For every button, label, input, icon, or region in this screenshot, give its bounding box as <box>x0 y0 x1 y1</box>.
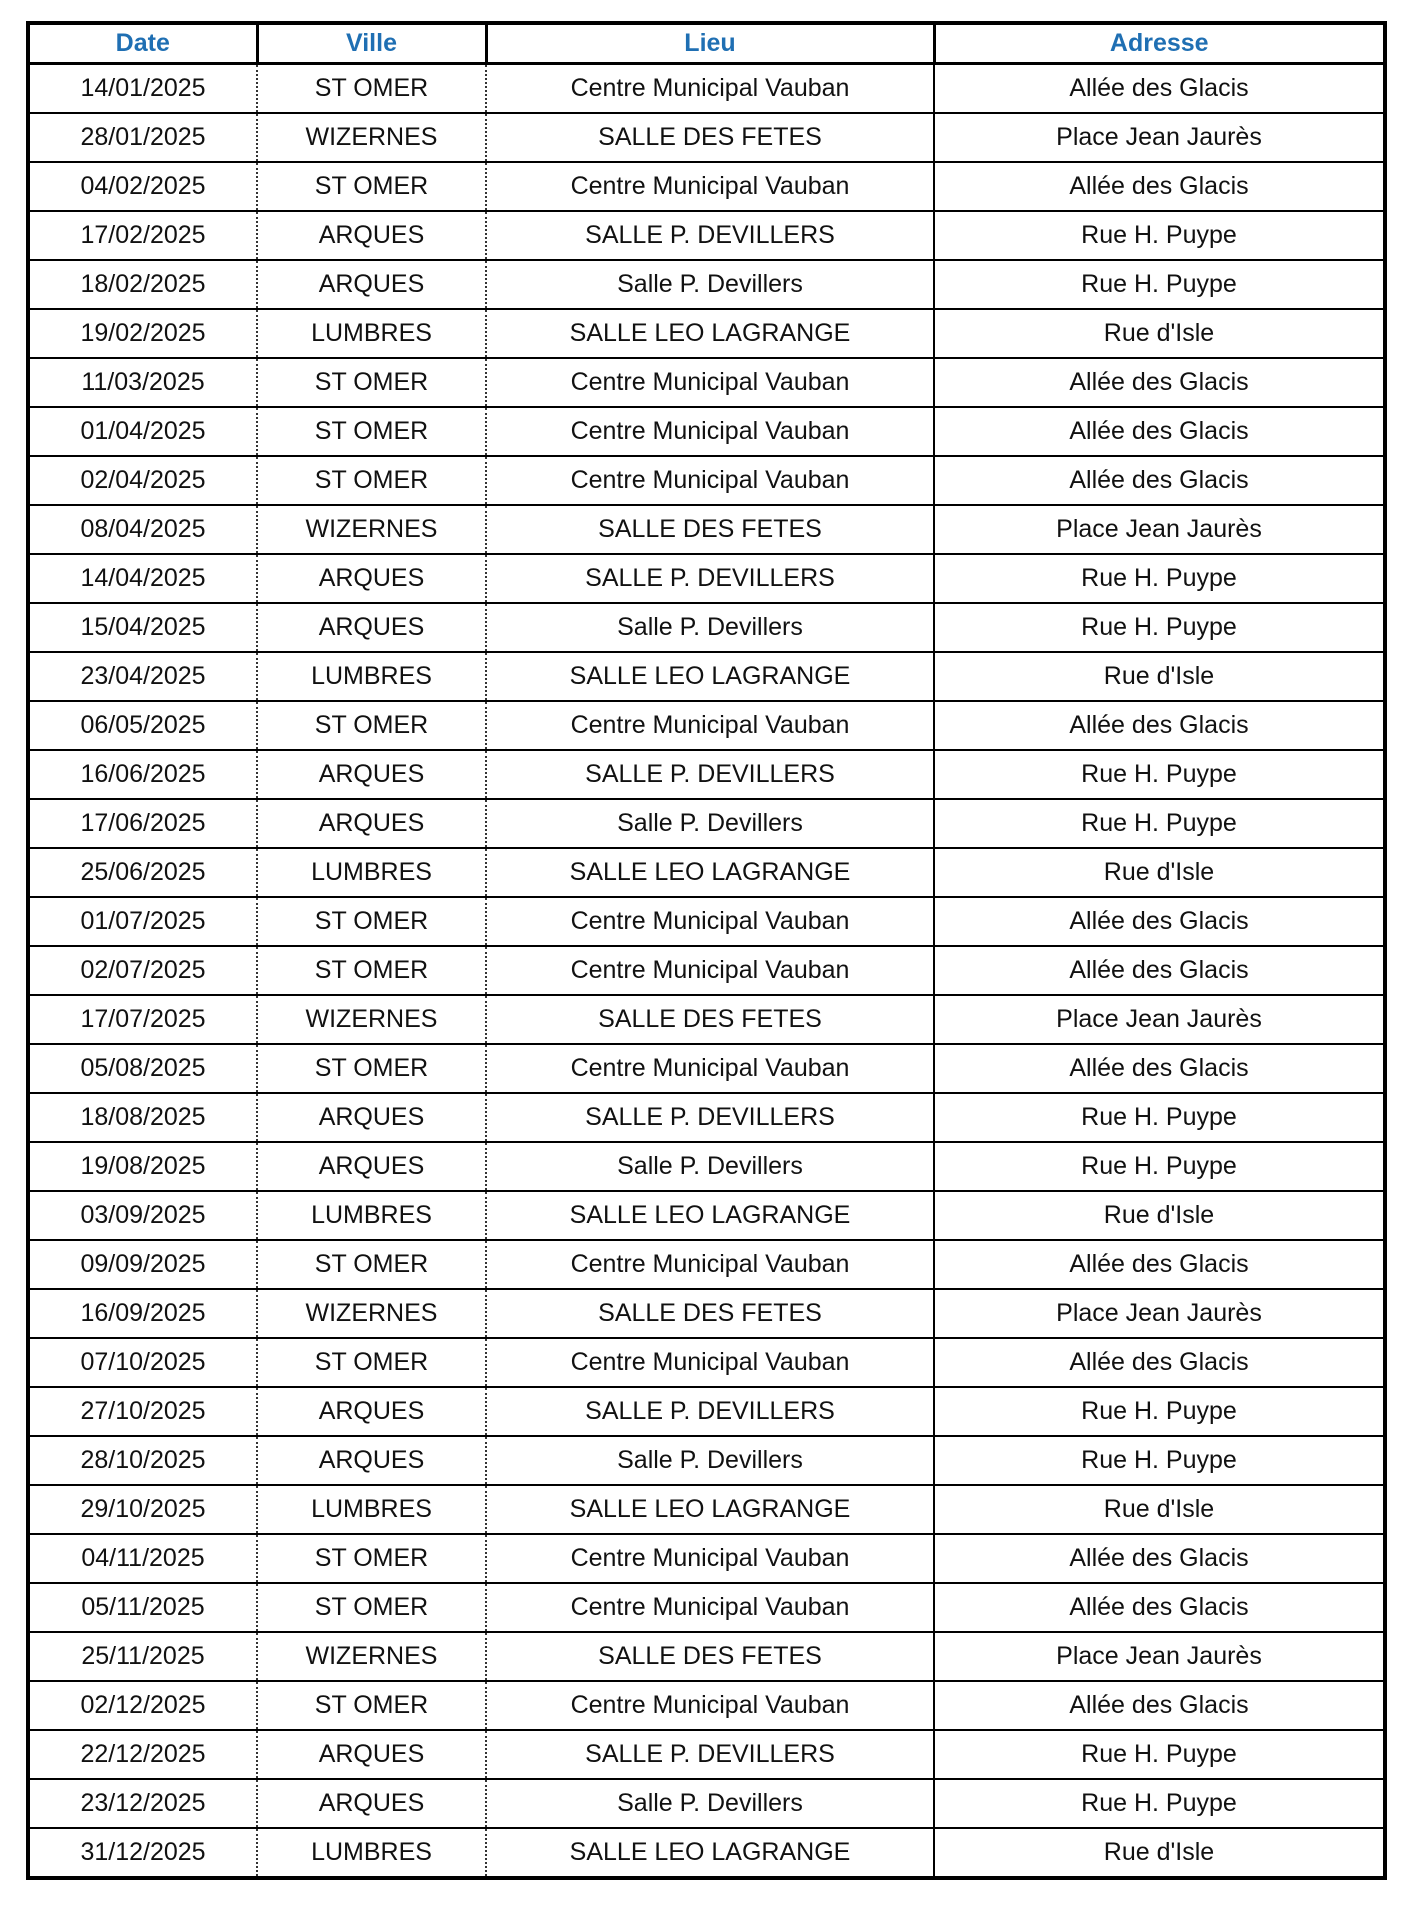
cell-ville: ST OMER <box>257 1240 486 1289</box>
cell-adresse: Rue d'Isle <box>934 848 1385 897</box>
cell-lieu: Centre Municipal Vauban <box>486 897 934 946</box>
cell-adresse: Allée des Glacis <box>934 407 1385 456</box>
cell-adresse: Place Jean Jaurès <box>934 1632 1385 1681</box>
table-row <box>28 897 1385 946</box>
cell-date: 02/04/2025 <box>28 456 257 505</box>
cell-lieu: SALLE LEO LAGRANGE <box>486 309 934 358</box>
cell-date: 06/05/2025 <box>28 701 257 750</box>
cell-lieu: SALLE DES FETES <box>486 113 934 162</box>
cell-ville: WIZERNES <box>257 1289 486 1338</box>
cell-ville: ST OMER <box>257 407 486 456</box>
cell-lieu: Salle P. Devillers <box>486 1779 934 1828</box>
table-row <box>28 1632 1385 1681</box>
cell-date: 31/12/2025 <box>28 1828 257 1878</box>
cell-adresse: Rue d'Isle <box>934 309 1385 358</box>
table-row <box>28 701 1385 750</box>
cell-ville: ST OMER <box>257 1044 486 1093</box>
cell-adresse: Allée des Glacis <box>934 358 1385 407</box>
cell-date: 25/06/2025 <box>28 848 257 897</box>
cell-date: 19/08/2025 <box>28 1142 257 1191</box>
table-row <box>28 995 1385 1044</box>
cell-date: 17/06/2025 <box>28 799 257 848</box>
cell-date: 23/12/2025 <box>28 1779 257 1828</box>
cell-adresse: Rue H. Puype <box>934 1093 1385 1142</box>
cell-adresse: Allée des Glacis <box>934 701 1385 750</box>
cell-ville: ST OMER <box>257 162 486 211</box>
table-row <box>28 1583 1385 1632</box>
header-row <box>28 23 1385 64</box>
cell-ville: ST OMER <box>257 701 486 750</box>
cell-date: 05/08/2025 <box>28 1044 257 1093</box>
table-row <box>28 1387 1385 1436</box>
cell-ville: ARQUES <box>257 260 486 309</box>
table-row <box>28 1681 1385 1730</box>
cell-adresse: Rue H. Puype <box>934 603 1385 652</box>
cell-lieu: Centre Municipal Vauban <box>486 1583 934 1632</box>
cell-adresse: Rue H. Puype <box>934 211 1385 260</box>
cell-ville: ARQUES <box>257 750 486 799</box>
cell-ville: LUMBRES <box>257 309 486 358</box>
cell-lieu: SALLE DES FETES <box>486 995 934 1044</box>
table-row <box>28 1093 1385 1142</box>
cell-ville: LUMBRES <box>257 1485 486 1534</box>
cell-lieu: Centre Municipal Vauban <box>486 1534 934 1583</box>
cell-adresse: Allée des Glacis <box>934 456 1385 505</box>
cell-ville: WIZERNES <box>257 995 486 1044</box>
cell-adresse: Allée des Glacis <box>934 1534 1385 1583</box>
cell-lieu: Centre Municipal Vauban <box>486 701 934 750</box>
cell-lieu: Salle P. Devillers <box>486 603 934 652</box>
cell-adresse: Place Jean Jaurès <box>934 113 1385 162</box>
cell-lieu: Centre Municipal Vauban <box>486 946 934 995</box>
cell-adresse: Rue H. Puype <box>934 554 1385 603</box>
cell-ville: ARQUES <box>257 211 486 260</box>
cell-lieu: Centre Municipal Vauban <box>486 1338 934 1387</box>
table-row <box>28 750 1385 799</box>
cell-date: 22/12/2025 <box>28 1730 257 1779</box>
table-row <box>28 64 1385 114</box>
cell-adresse: Allée des Glacis <box>934 64 1385 114</box>
cell-adresse: Allée des Glacis <box>934 946 1385 995</box>
header-adresse: Adresse <box>934 23 1385 64</box>
cell-adresse: Allée des Glacis <box>934 1681 1385 1730</box>
cell-date: 01/04/2025 <box>28 407 257 456</box>
cell-adresse: Place Jean Jaurès <box>934 505 1385 554</box>
table-row <box>28 554 1385 603</box>
table-row <box>28 456 1385 505</box>
cell-lieu: Salle P. Devillers <box>486 1436 934 1485</box>
cell-adresse: Rue H. Puype <box>934 260 1385 309</box>
cell-ville: WIZERNES <box>257 505 486 554</box>
cell-date: 16/06/2025 <box>28 750 257 799</box>
cell-ville: ST OMER <box>257 897 486 946</box>
table-row <box>28 652 1385 701</box>
header-date: Date <box>28 23 257 64</box>
cell-ville: ARQUES <box>257 1093 486 1142</box>
cell-adresse: Rue H. Puype <box>934 799 1385 848</box>
cell-ville: WIZERNES <box>257 1632 486 1681</box>
table-row <box>28 260 1385 309</box>
table-row <box>28 505 1385 554</box>
cell-ville: LUMBRES <box>257 848 486 897</box>
cell-adresse: Rue d'Isle <box>934 1191 1385 1240</box>
table-row <box>28 1436 1385 1485</box>
cell-date: 08/04/2025 <box>28 505 257 554</box>
schedule-table <box>26 21 1387 1880</box>
table-row <box>28 211 1385 260</box>
cell-ville: ST OMER <box>257 1681 486 1730</box>
cell-date: 14/04/2025 <box>28 554 257 603</box>
cell-lieu: Salle P. Devillers <box>486 260 934 309</box>
cell-ville: ARQUES <box>257 603 486 652</box>
cell-date: 03/09/2025 <box>28 1191 257 1240</box>
cell-date: 17/07/2025 <box>28 995 257 1044</box>
cell-adresse: Rue H. Puype <box>934 1730 1385 1779</box>
cell-lieu: SALLE LEO LAGRANGE <box>486 848 934 897</box>
cell-date: 11/03/2025 <box>28 358 257 407</box>
cell-date: 25/11/2025 <box>28 1632 257 1681</box>
table-row <box>28 1191 1385 1240</box>
table-row <box>28 1240 1385 1289</box>
cell-lieu: Centre Municipal Vauban <box>486 358 934 407</box>
cell-ville: ARQUES <box>257 554 486 603</box>
cell-date: 19/02/2025 <box>28 309 257 358</box>
cell-lieu: Centre Municipal Vauban <box>486 407 934 456</box>
table-row <box>28 1142 1385 1191</box>
cell-date: 04/11/2025 <box>28 1534 257 1583</box>
table-row <box>28 407 1385 456</box>
cell-date: 09/09/2025 <box>28 1240 257 1289</box>
cell-adresse: Rue H. Puype <box>934 1387 1385 1436</box>
cell-ville: ST OMER <box>257 358 486 407</box>
cell-adresse: Rue d'Isle <box>934 1485 1385 1534</box>
cell-adresse: Place Jean Jaurès <box>934 1289 1385 1338</box>
table-row <box>28 1338 1385 1387</box>
cell-date: 01/07/2025 <box>28 897 257 946</box>
cell-lieu: SALLE LEO LAGRANGE <box>486 1828 934 1878</box>
cell-adresse: Allée des Glacis <box>934 1240 1385 1289</box>
header-lieu: Lieu <box>486 23 934 64</box>
cell-ville: ARQUES <box>257 1730 486 1779</box>
cell-lieu: Centre Municipal Vauban <box>486 1681 934 1730</box>
table-row <box>28 309 1385 358</box>
cell-lieu: SALLE LEO LAGRANGE <box>486 652 934 701</box>
cell-ville: ST OMER <box>257 456 486 505</box>
cell-date: 04/02/2025 <box>28 162 257 211</box>
table-row <box>28 1044 1385 1093</box>
cell-ville: ST OMER <box>257 1583 486 1632</box>
cell-adresse: Rue H. Puype <box>934 1142 1385 1191</box>
schedule-body <box>28 64 1385 1879</box>
cell-adresse: Allée des Glacis <box>934 162 1385 211</box>
cell-ville: LUMBRES <box>257 1191 486 1240</box>
cell-lieu: SALLE DES FETES <box>486 505 934 554</box>
cell-ville: ARQUES <box>257 1436 486 1485</box>
table-row <box>28 1730 1385 1779</box>
cell-adresse: Rue d'Isle <box>934 652 1385 701</box>
cell-ville: WIZERNES <box>257 113 486 162</box>
cell-date: 18/02/2025 <box>28 260 257 309</box>
cell-lieu: Centre Municipal Vauban <box>486 1240 934 1289</box>
cell-lieu: SALLE LEO LAGRANGE <box>486 1485 934 1534</box>
cell-lieu: Centre Municipal Vauban <box>486 162 934 211</box>
table-row <box>28 1485 1385 1534</box>
cell-lieu: Centre Municipal Vauban <box>486 456 934 505</box>
cell-date: 27/10/2025 <box>28 1387 257 1436</box>
cell-adresse: Rue H. Puype <box>934 750 1385 799</box>
cell-ville: ST OMER <box>257 1338 486 1387</box>
cell-adresse: Place Jean Jaurès <box>934 995 1385 1044</box>
cell-lieu: Salle P. Devillers <box>486 1142 934 1191</box>
table-row <box>28 358 1385 407</box>
cell-ville: LUMBRES <box>257 1828 486 1878</box>
cell-date: 07/10/2025 <box>28 1338 257 1387</box>
cell-lieu: SALLE P. DEVILLERS <box>486 211 934 260</box>
table-row <box>28 1779 1385 1828</box>
cell-lieu: SALLE DES FETES <box>486 1289 934 1338</box>
cell-adresse: Allée des Glacis <box>934 897 1385 946</box>
table-row <box>28 946 1385 995</box>
cell-ville: ARQUES <box>257 1387 486 1436</box>
cell-date: 15/04/2025 <box>28 603 257 652</box>
table-row <box>28 799 1385 848</box>
cell-adresse: Rue H. Puype <box>934 1436 1385 1485</box>
cell-date: 29/10/2025 <box>28 1485 257 1534</box>
cell-date: 14/01/2025 <box>28 64 257 114</box>
cell-lieu: Centre Municipal Vauban <box>486 64 934 114</box>
cell-lieu: SALLE P. DEVILLERS <box>486 1730 934 1779</box>
table-row <box>28 1534 1385 1583</box>
cell-lieu: SALLE P. DEVILLERS <box>486 750 934 799</box>
cell-adresse: Allée des Glacis <box>934 1338 1385 1387</box>
cell-lieu: SALLE DES FETES <box>486 1632 934 1681</box>
cell-ville: ARQUES <box>257 799 486 848</box>
cell-date: 05/11/2025 <box>28 1583 257 1632</box>
cell-lieu: SALLE P. DEVILLERS <box>486 554 934 603</box>
cell-lieu: SALLE LEO LAGRANGE <box>486 1191 934 1240</box>
cell-date: 28/01/2025 <box>28 113 257 162</box>
table-row <box>28 1828 1385 1878</box>
cell-lieu: SALLE P. DEVILLERS <box>486 1093 934 1142</box>
table-row <box>28 1289 1385 1338</box>
header-ville: Ville <box>257 23 486 64</box>
cell-date: 17/02/2025 <box>28 211 257 260</box>
table-row <box>28 162 1385 211</box>
table-row <box>28 848 1385 897</box>
cell-date: 02/12/2025 <box>28 1681 257 1730</box>
cell-ville: ARQUES <box>257 1142 486 1191</box>
cell-ville: ST OMER <box>257 64 486 114</box>
cell-date: 23/04/2025 <box>28 652 257 701</box>
cell-adresse: Allée des Glacis <box>934 1044 1385 1093</box>
cell-lieu: SALLE P. DEVILLERS <box>486 1387 934 1436</box>
cell-ville: ST OMER <box>257 1534 486 1583</box>
cell-date: 16/09/2025 <box>28 1289 257 1338</box>
cell-date: 18/08/2025 <box>28 1093 257 1142</box>
cell-adresse: Rue d'Isle <box>1103 1838 1215 1866</box>
table-row <box>28 113 1385 162</box>
cell-ville: LUMBRES <box>257 652 486 701</box>
cell-date: 28/10/2025 <box>28 1436 257 1485</box>
cell-lieu: Salle P. Devillers <box>486 799 934 848</box>
cell-ville: ST OMER <box>257 946 486 995</box>
cell-lieu: Centre Municipal Vauban <box>486 1044 934 1093</box>
cell-adresse: Allée des Glacis <box>934 1583 1385 1632</box>
cell-ville: ARQUES <box>257 1779 486 1828</box>
table-row <box>28 603 1385 652</box>
cell-adresse: Rue H. Puype <box>934 1779 1385 1828</box>
cell-date: 02/07/2025 <box>28 946 257 995</box>
